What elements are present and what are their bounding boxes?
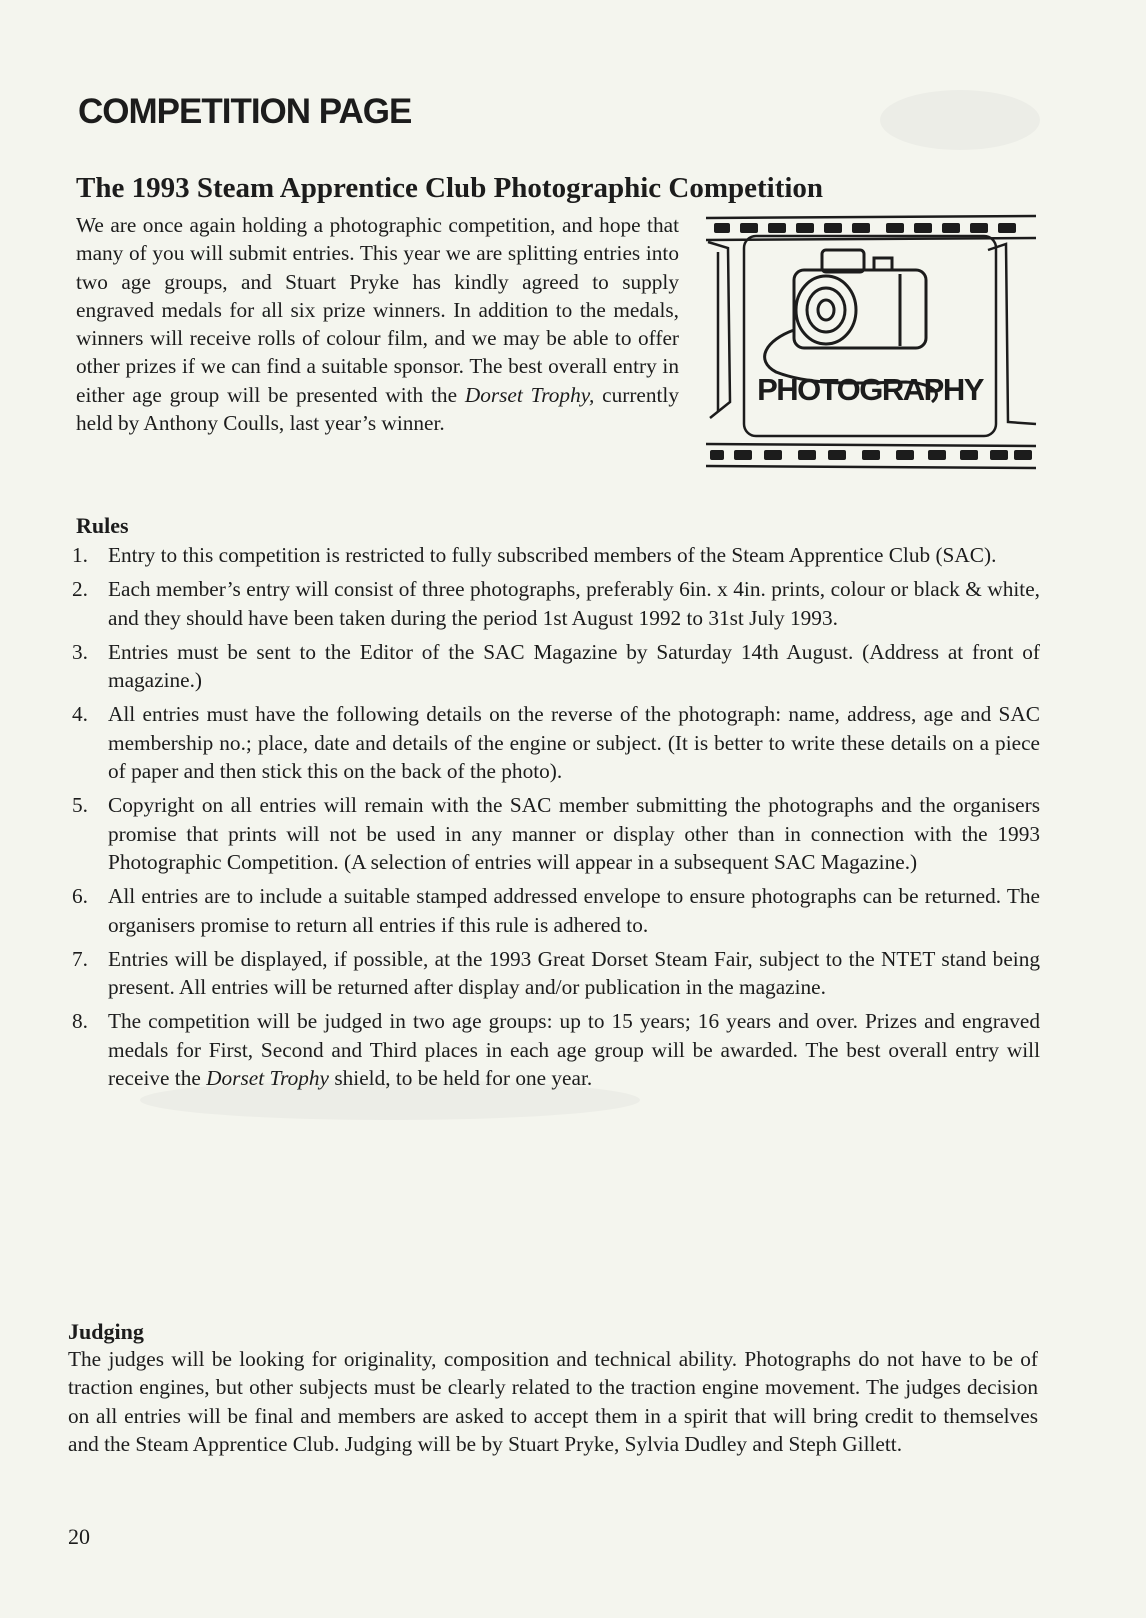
rules-list	[72, 541, 1040, 1098]
intro-text-end: currently held by Anthony Coulls, last year’s winner.	[76, 382, 679, 436]
rule-text: Copyright on all entries will remain with the SAC member submitting the photographs and the organisers promise that prints will not be used in any manner or display other than in connection with the 1993 Photographic Competition. (A selection of entries will appear in a subsequent SAC Magazine.)	[108, 793, 1040, 874]
rule-item	[72, 575, 1040, 632]
photography-logo	[706, 212, 1042, 470]
rule-number: 5.	[72, 793, 88, 818]
paper-smudge	[880, 90, 1040, 150]
rule-text: Entries will be displayed, if possible, at the 1993 Great Dorset Steam Fair, subject to the NTET stand being present. All entries will be returned after display and/or publication in the magazine.	[108, 946, 1040, 1000]
rule-number: 1.	[72, 543, 88, 567]
rule-item	[72, 1007, 1040, 1092]
page-number: 20	[68, 1524, 90, 1549]
rule-emphasis: Dorset Trophy	[206, 1066, 330, 1091]
rule-number: 8.	[72, 1009, 88, 1034]
judging-paragraph: The judges will be looking for originality, composition and technical ability. Photographs do not have to be of traction engines, but other subjects must be clearly related to the traction engine movement. The judges decision on all entries will be final and members are asked to accept them in a spirit that will bring credit to themselves and the Steam Apprentice Club. Judging will be by Stuart Pryke, Sylvia Dudley and Steph Gillett.	[68, 1347, 1038, 1456]
section-title: COMPETITION PAGE	[78, 92, 412, 131]
film-strip-icon	[706, 216, 1036, 468]
rule-item	[72, 638, 1040, 695]
rule-item	[72, 945, 1040, 1002]
rule-number: 6.	[72, 884, 88, 909]
intro-emphasis: Dorset Trophy,	[464, 382, 595, 407]
rule-text: All entries are to include a suitable stamped addressed envelope to ensure photographs can be returned. The organisers promise to return all entries if this rule is adhered to.	[108, 884, 1040, 937]
rule-number: 2.	[72, 577, 88, 602]
rule-item	[72, 882, 1040, 939]
logo-label: PHOTOGRAPHY	[757, 372, 983, 407]
rule-text-end: shield, to be held for one year.	[329, 1066, 593, 1091]
article-headline: The 1993 Steam Apprentice Club Photographic Competition	[76, 172, 824, 204]
rule-item	[72, 700, 1040, 785]
rule-item	[72, 541, 1040, 569]
intro-paragraph	[76, 211, 679, 437]
judging-heading: Judging	[68, 1319, 144, 1344]
rule-text: Each member’s entry will consist of three photographs, preferably 6in. x 4in. prints, colour or black & white, and they should have been taken during the period 1st August 1992 to 31st July 1993.	[108, 577, 1040, 630]
rule-text: Entry to this competition is restricted to fully subscribed members of the Steam Apprentice Club (SAC).	[108, 543, 997, 567]
rule-text: The competition will be judged in two age groups: up to 15 years; 16 years and over. Prizes and engraved medals for First, Second and Third places in each age group will be awarded. The best overall entry will receive the	[108, 1009, 1040, 1091]
intro-text: We are once again holding a photographic competition, and hope that many of you will submit entries. This year we are splitting entries into two age groups, and Stuart Pryke has kindly agreed to supply engraved medals for all six prize winners. In addition to the medals, winners will receive rolls of colour film, and we may be able to offer other prizes if we can find a suitable sponsor. The best overall entry in either age group will be presented with the	[76, 213, 679, 407]
rule-number: 3.	[72, 639, 88, 664]
rules-heading: Rules	[76, 513, 129, 538]
rule-text: All entries must have the following details on the reverse of the photograph: name, address, age and SAC membership no.; place, date and details of the engine or subject. (It is better to write these details on a piece of paper and then stick this on the back of the photo).	[108, 702, 1040, 784]
rule-text: Entries must be sent to the Editor of the SAC Magazine by Saturday 14th August. (Address at front of magazine.)	[108, 639, 1040, 693]
rule-number: 7.	[72, 946, 88, 971]
rule-item	[72, 791, 1040, 876]
rule-number: 4.	[72, 702, 88, 727]
